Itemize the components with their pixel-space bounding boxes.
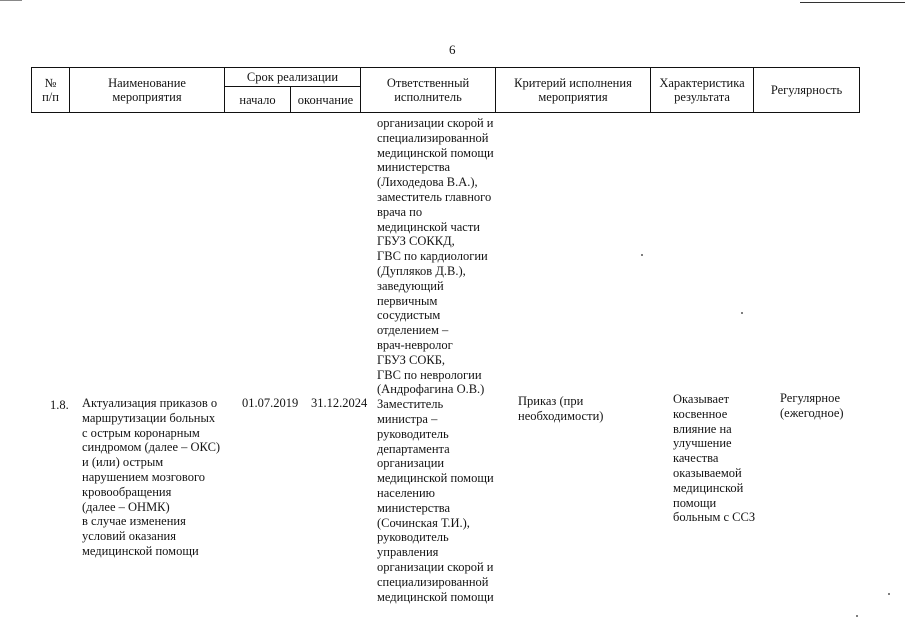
header-start: начало [225, 87, 291, 113]
header-responsible: Ответственный исполнитель [361, 68, 496, 113]
header-characteristic: Характеристика результата [651, 68, 754, 113]
header-criterion: Критерий исполнения мероприятия [496, 68, 651, 113]
scan-edge-line [800, 2, 905, 3]
header-end: окончание [291, 87, 361, 113]
row-characteristic: Оказывает косвенное влияние на улучшение качества оказываемой медицинской помощи больным с ССЗ [673, 392, 756, 525]
scan-speck [856, 615, 858, 617]
row-name: Актуализация приказов о маршрутизации больных с острым коронарным синдромом (далее – ОКС) и (или) острым нарушением мозгового кровообращения (далее – ОНМК) в случае изменения условий оказания медицинской помощи [82, 396, 221, 558]
row-start-date: 01.07.2019 [242, 396, 299, 410]
row-number: 1.8. [50, 398, 69, 412]
header-number: № п/п [32, 68, 70, 113]
scan-speck [641, 254, 643, 256]
header-regularity: Регулярность [754, 68, 860, 113]
scan-edge-mark [0, 0, 22, 1]
row-responsible: организации скорой и специализированной медицинской помощи министерства (Лиходедова В.А.), заместитель главного врача по медицинской части ГБУЗ СОККД, ГВС по кардиологии (Дупляков Д.В.), заведующий первичным сосудистым отделением – врач-невролог ГБУЗ СОКБ, ГВС по неврологии (Андрофагина О.В.) Заместитель министра – руководитель департамента организации медицинской помощи населению министерства (Сочинская Т.И.), руководитель управления организации скорой и специализированной медицинской помощи [377, 116, 494, 604]
row-criterion: Приказ (при необходимости) [518, 394, 604, 423]
page-number: 6 [449, 42, 456, 57]
scan-speck [888, 593, 890, 595]
table-header [31, 67, 860, 113]
row-end-date: 31.12.2024 [311, 396, 368, 410]
header-name: Наименование мероприятия [70, 68, 225, 113]
row-regularity: Регулярное (ежегодное) [780, 391, 844, 420]
scan-speck [741, 312, 743, 314]
header-period: Срок реализации [225, 68, 361, 87]
